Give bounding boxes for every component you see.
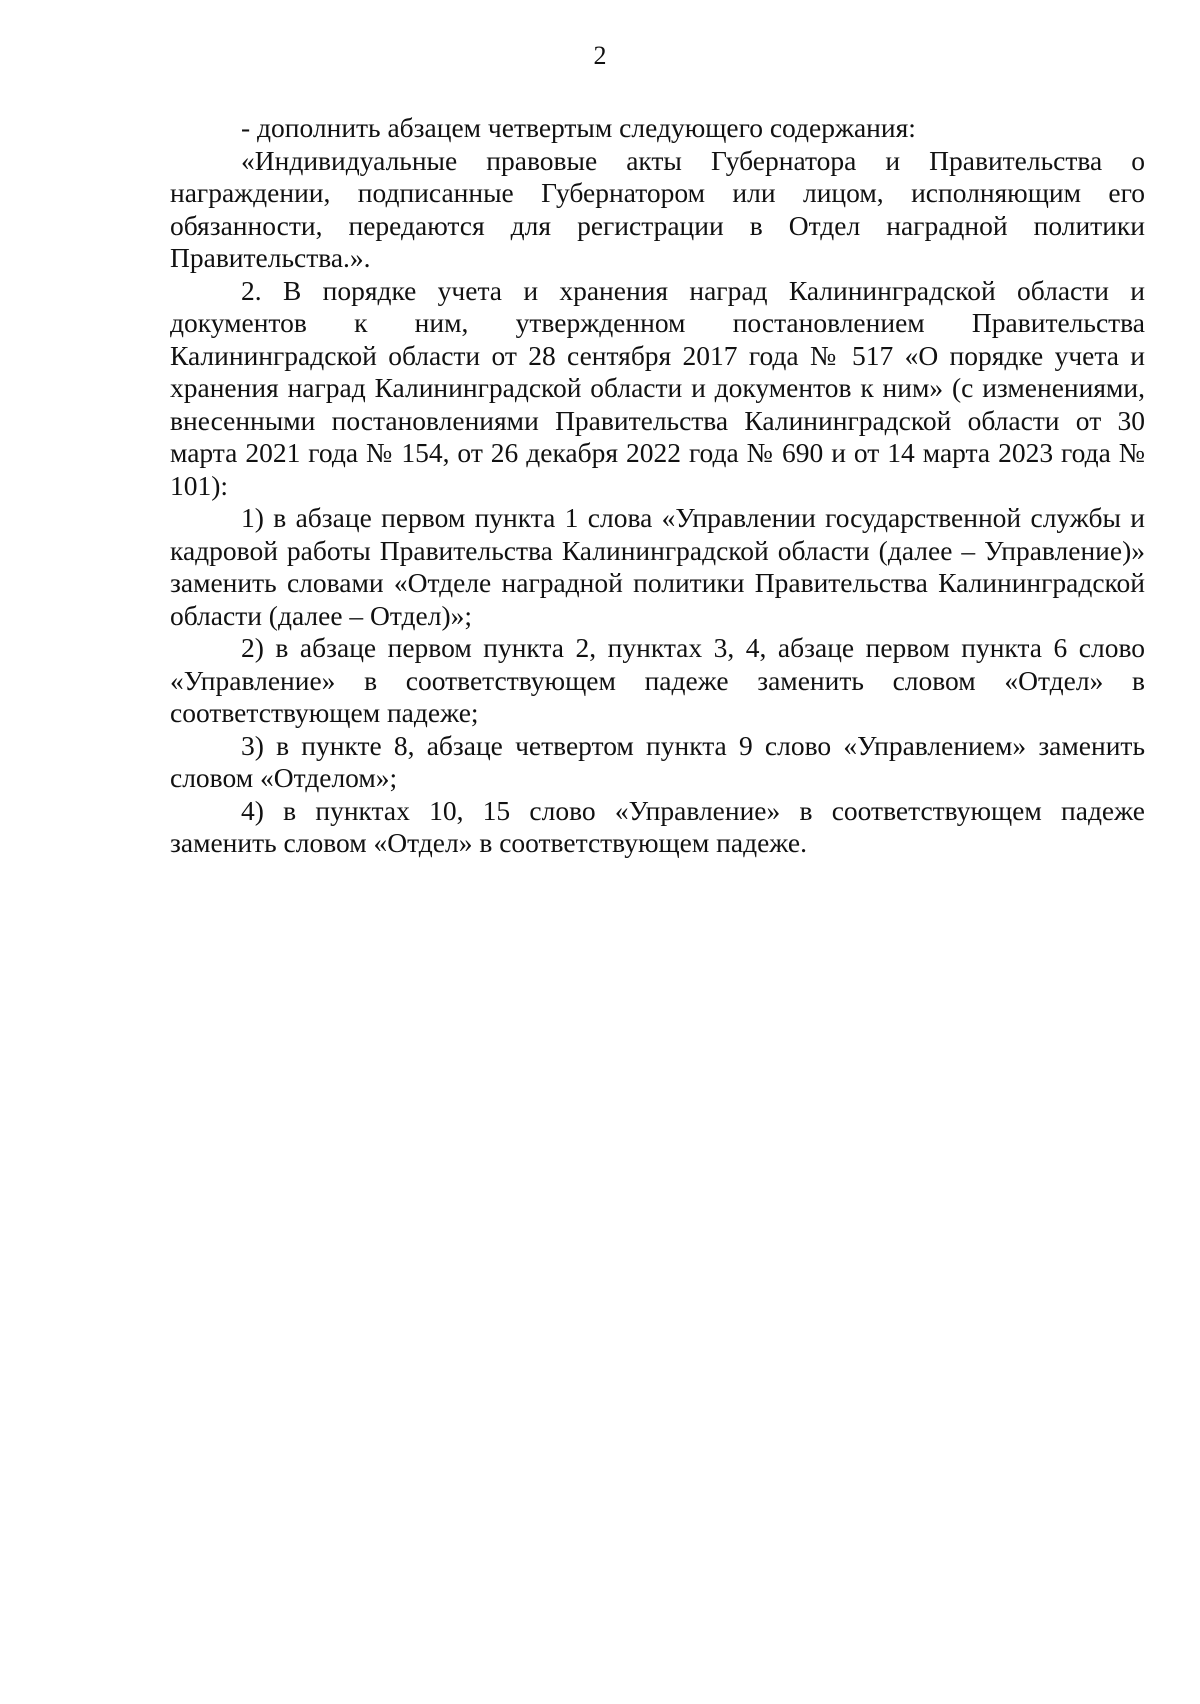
- paragraph-amendment-intro: - дополнить абзацем четвертым следующего содержания:: [241, 112, 916, 143]
- document-body: [170, 112, 1145, 860]
- paragraph-subitem-1: 1) в абзаце первом пункта 1 слова «Управлении государственной службы и кадровой работы Правительства Калининградской области (далее – Управление)» заменить словами «Отделе наградной политики Правительства Калининградской области (далее – Отдел)»;: [170, 502, 1145, 631]
- paragraph-quoted-text: «Индивидуальные правовые акты Губернатора и Правительства о награждении, подписанные Губернатором или лицом, исполняющим его обязанности, передаются для регистрации в Отдел наградной политики Правительства.».: [170, 144, 1145, 273]
- paragraph-subitem-4: 4) в пунктах 10, 15 слово «Управление» в соответствующем падеже заменить словом «Отдел» в соответствующем падеже.: [170, 794, 1145, 858]
- paragraph-subitem-2: 2) в абзаце первом пункта 2, пунктах 3, 4, абзаце первом пункта 6 слово «Управление» в соответствующем падеже заменить словом «Отдел» в соответствующем падеже;: [170, 632, 1145, 728]
- page-number: 2: [593, 41, 607, 70]
- paragraph-item-2: 2. В порядке учета и хранения наград Калининградской области и документов к ним, утвержденном постановлением Правительства Калининградской области от 28 сентября 2017 года № 517 «О порядке учета и хранения наград Калининградской области и документов к ним» (с изменениями, внесенными постановлениями Правительства Калининградской области от 30 марта 2021 года № 154, от 26 декабря 2022 года № 690 и от 14 марта 2023 года № 101):: [170, 274, 1145, 501]
- paragraph-subitem-3: 3) в пункте 8, абзаце четвертом пункта 9 слово «Управлением» заменить словом «Отделом»;: [170, 729, 1145, 793]
